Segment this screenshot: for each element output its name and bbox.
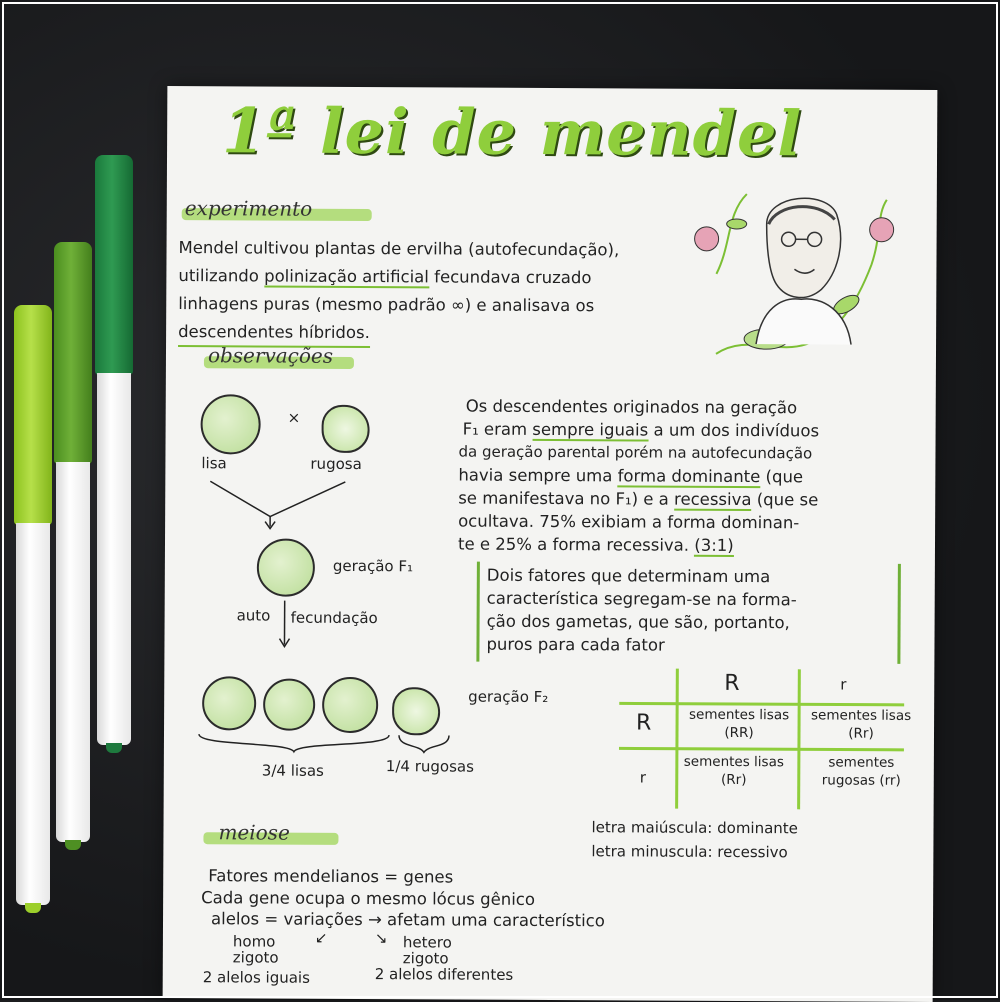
label-zigoto-hetero: zigoto xyxy=(403,949,449,967)
self-fertilization-arrow xyxy=(276,599,292,649)
label-lisa: lisa xyxy=(201,454,226,472)
cross-arrows xyxy=(205,471,365,532)
page-title: 1ª lei de mendel xyxy=(222,94,802,170)
descricao-text: (que se xyxy=(757,490,819,509)
legend-maiuscula: letra maiúscula: dominante xyxy=(591,818,798,837)
f2-pea-smooth-3 xyxy=(322,677,378,733)
experimento-text: fecundava cruzado xyxy=(434,267,591,287)
cross-symbol: × xyxy=(288,409,301,427)
label-auto: auto xyxy=(237,606,271,624)
green-marker xyxy=(54,242,92,852)
lei-line-4: puros para cada fator xyxy=(486,631,664,659)
punnett-col-header-2: r xyxy=(840,676,846,694)
highlight-sempre-iguais: sempre iguais xyxy=(532,420,648,442)
lime-marker xyxy=(14,305,52,915)
label-geracao-f1: geração F₁ xyxy=(333,557,413,575)
descricao-text: te e 25% a forma recessiva. xyxy=(458,535,689,555)
label-geracao-f2: geração F₂ xyxy=(468,688,548,706)
label-zigoto-homo: zigoto xyxy=(233,948,279,966)
label-rugosa: rugosa xyxy=(310,455,361,473)
highlight-forma-dominante: forma dominante xyxy=(618,466,761,488)
descricao-line-3: da geração parental porém na autofecundação xyxy=(458,439,812,468)
f1-pea xyxy=(257,538,315,596)
label-hetero: hetero xyxy=(403,933,452,951)
punnett-cell-rr-hetero-1: sementes lisas (Rr) xyxy=(806,706,916,743)
descricao-text: a um dos indivíduos xyxy=(653,421,819,441)
experimento-line-3: linhagens puras (mesmo padrão ∞) e analisava os xyxy=(178,290,594,319)
highlight-ratio: (3:1) xyxy=(694,536,734,557)
punnett-col-header-1: R xyxy=(724,671,739,696)
experimento-line-2 xyxy=(178,262,591,291)
lei-line-3: ção dos gametas, que são, portanto, xyxy=(487,608,790,637)
label-lisas: 3/4 lisas xyxy=(262,761,324,779)
highlight-recessiva: recessiva xyxy=(674,490,752,511)
label-rugosas: 1/4 rugosas xyxy=(386,757,474,775)
descricao-text: (que xyxy=(766,467,804,486)
experimento-line-4: descendentes híbridos. xyxy=(178,318,370,348)
f2-pea-wrinkled xyxy=(392,687,440,735)
arrow-left-down: ↙ xyxy=(315,929,328,947)
descricao-line-6: ocultava. 75% exibiam a forma dominan- xyxy=(458,508,799,537)
notes-paper xyxy=(163,86,938,1002)
dark-green-marker xyxy=(95,155,133,755)
experimento-text: utilizando xyxy=(178,266,259,285)
descricao-line-7 xyxy=(458,531,734,559)
punnett-cell-rr-dominant: sementes lisas (RR) xyxy=(684,706,794,743)
label-alelos-diferentes: 2 alelos diferentes xyxy=(375,965,514,984)
descricao-text: se manifestava no F₁) e a xyxy=(458,489,669,509)
f2-braces xyxy=(194,731,454,757)
wrinkled-pea-parent xyxy=(321,405,369,453)
smooth-pea-parent xyxy=(200,394,260,454)
punnett-row-header-1: R xyxy=(636,710,651,735)
observacoes-heading: observações xyxy=(208,343,333,368)
descricao-line-1: Os descendentes originados na geração xyxy=(466,393,798,422)
meiose-heading: meiose xyxy=(218,820,289,844)
arrow-right-down: ↘ xyxy=(375,929,388,947)
meiose-line-3: alelos = variações → afetam uma característico xyxy=(211,905,605,934)
punnett-cell-rr-hetero-2: sementes lisas (Rr) xyxy=(679,753,789,790)
lei-line-2: característica segregam-se na forma- xyxy=(487,585,797,614)
highlight-polinizacao: polinização artificial xyxy=(264,266,429,288)
experimento-line-1: Mendel cultivou plantas de ervilha (autofecundação), xyxy=(178,234,619,263)
legend-minuscula: letra minuscula: recessivo xyxy=(591,842,787,861)
experimento-heading: experimento xyxy=(185,196,313,221)
descricao-text: havia sempre uma xyxy=(458,466,612,486)
meiose-line-1: Fatores mendelianos = genes xyxy=(208,862,453,890)
label-fecundacao: fecundação xyxy=(291,609,378,627)
label-homo: homo xyxy=(233,932,276,950)
punnett-row-header-2: r xyxy=(640,768,646,786)
descricao-text: F₁ eram xyxy=(463,420,528,439)
punnett-cell-rr-recessive: sementes rugosas (rr) xyxy=(804,753,919,790)
lei-line-1: Dois fatores que determinam uma xyxy=(487,562,771,590)
mendel-portrait-illustration xyxy=(686,184,907,365)
meiose-line-2: Cada gene ocupa o mesmo lócus gênico xyxy=(201,884,535,913)
f2-pea-smooth-2 xyxy=(263,679,315,731)
label-alelos-iguais: 2 alelos iguais xyxy=(203,968,310,987)
f2-pea-smooth-1 xyxy=(202,676,256,730)
